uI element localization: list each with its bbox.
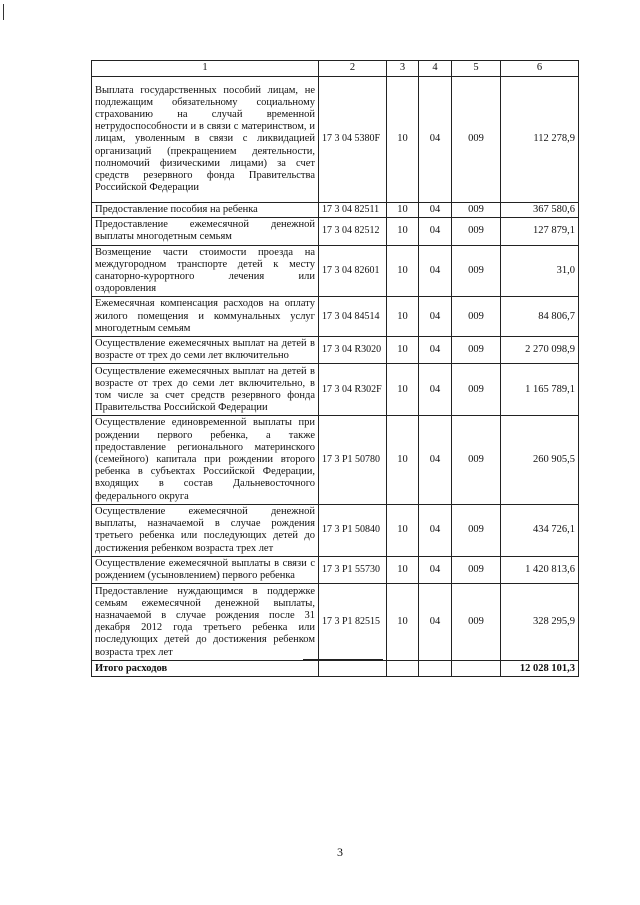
table-row [92,218,579,245]
row-amount: 127 879,1 [501,218,579,245]
column-header-4: 4 [419,61,452,77]
row-expense-type: 009 [452,556,501,583]
row-amount: 84 806,7 [501,297,579,337]
row-subsection: 04 [419,556,452,583]
row-name: Осуществление ежемесячных выплат на детей в возрасте от трех до семи лет включительно, в том числе за счет средств резервного фонда Правительства Российской Федерации [92,364,319,416]
row-amount: 328 295,9 [501,584,579,661]
row-subsection: 04 [419,245,452,297]
row-expense-type: 009 [452,337,501,364]
row-section: 10 [387,584,419,661]
row-amount: 2 270 098,9 [501,337,579,364]
row-expense-type: 009 [452,245,501,297]
row-section: 10 [387,416,419,504]
row-code: 17 3 04 84514 [319,297,387,337]
total-empty-cell [319,661,387,677]
row-code: 17 3 04 5380F [319,77,387,203]
row-amount: 31,0 [501,245,579,297]
table-row [92,297,579,337]
table-row [92,203,579,218]
row-code: 17 3 04 R302F [319,364,387,416]
row-subsection: 04 [419,297,452,337]
total-amount: 12 028 101,3 [501,661,579,677]
page-number: 3 [337,845,343,859]
row-amount: 367 580,6 [501,203,579,218]
row-section: 10 [387,77,419,203]
row-name: Ежемесячная компенсация расходов на оплату жилого помещения и коммунальных услуг многодетным семьям [92,297,319,337]
row-section: 10 [387,337,419,364]
table-row [92,77,579,203]
table-row [92,337,579,364]
row-name: Предоставление нуждающимся в поддержке семьям ежемесячной денежной выплаты, назначаемой в случае рождения после 31 декабря 2012 года третьего ребенка или последующих детей до достижения ребенком возраста трех лет [92,584,319,661]
row-name: Осуществление ежемесячных выплат на детей в возрасте от трех до семи лет включительно [92,337,319,364]
row-expense-type: 009 [452,416,501,504]
separator-line [303,659,383,660]
row-subsection: 04 [419,364,452,416]
row-amount: 434 726,1 [501,504,579,556]
row-expense-type: 009 [452,364,501,416]
row-subsection: 04 [419,416,452,504]
row-subsection: 04 [419,584,452,661]
row-name: Выплата государственных пособий лицам, не подлежащим обязательному социальному страхованию на случай временной нетрудоспособности и в связи с материнством, и лицам, уволенным в связи с ликвидацией организаций (прекращением деятельности, полномочий физическими лицами) за счет средств резервного фонда Правительства Российской Федерации [92,77,319,203]
row-section: 10 [387,245,419,297]
column-header-3: 3 [387,61,419,77]
row-section: 10 [387,556,419,583]
row-expense-type: 009 [452,218,501,245]
row-section: 10 [387,297,419,337]
column-header-2: 2 [319,61,387,77]
column-header-1: 1 [92,61,319,77]
row-code: 17 3 04 82511 [319,203,387,218]
row-amount: 260 905,5 [501,416,579,504]
table-row [92,416,579,504]
row-expense-type: 009 [452,203,501,218]
row-code: 17 3 P1 50840 [319,504,387,556]
expenditure-table [91,60,579,677]
row-amount: 1 420 813,6 [501,556,579,583]
row-expense-type: 009 [452,504,501,556]
total-row [92,661,579,677]
row-subsection: 04 [419,77,452,203]
row-code: 17 3 P1 55730 [319,556,387,583]
row-code: 17 3 04 82512 [319,218,387,245]
row-name: Предоставление пособия на ребенка [92,203,319,218]
row-amount: 112 278,9 [501,77,579,203]
table-row [92,556,579,583]
total-empty-cell [452,661,501,677]
row-section: 10 [387,218,419,245]
row-section: 10 [387,504,419,556]
row-subsection: 04 [419,337,452,364]
row-expense-type: 009 [452,77,501,203]
row-amount: 1 165 789,1 [501,364,579,416]
row-expense-type: 009 [452,584,501,661]
header-row [92,61,579,77]
row-name: Осуществление ежемесячной денежной выплаты, назначаемой в случае рождения третьего ребенка или последующих детей до достижения ребенком возраста трех лет [92,504,319,556]
total-empty-cell [419,661,452,677]
row-name: Предоставление ежемесячной денежной выплаты многодетным семьям [92,218,319,245]
row-name: Осуществление ежемесячной выплаты в связи с рождением (усыновлением) первого ребенка [92,556,319,583]
column-header-5: 5 [452,61,501,77]
total-empty-cell [387,661,419,677]
row-code: 17 3 P1 82515 [319,584,387,661]
row-name: Возмещение части стоимости проезда на междугородном транспорте детей к месту санаторно-курортного лечения или оздоровления [92,245,319,297]
row-subsection: 04 [419,218,452,245]
table-row [92,245,579,297]
table-row [92,584,579,661]
row-section: 10 [387,203,419,218]
page-edge-mark [3,4,4,20]
row-expense-type: 009 [452,297,501,337]
total-label: Итого расходов [92,661,319,677]
row-subsection: 04 [419,203,452,218]
row-code: 17 3 P1 50780 [319,416,387,504]
row-section: 10 [387,364,419,416]
table-row [92,504,579,556]
row-code: 17 3 04 R3020 [319,337,387,364]
row-subsection: 04 [419,504,452,556]
column-header-6: 6 [501,61,579,77]
row-code: 17 3 04 82601 [319,245,387,297]
table-row [92,364,579,416]
row-name: Осуществление единовременной выплаты при рождении первого ребенка, а также предоставление регионального материнского (семейного) капитала при рождении второго ребенка в субъектах Российской Федерации, входящих в состав Дальневосточного федерального округа [92,416,319,504]
